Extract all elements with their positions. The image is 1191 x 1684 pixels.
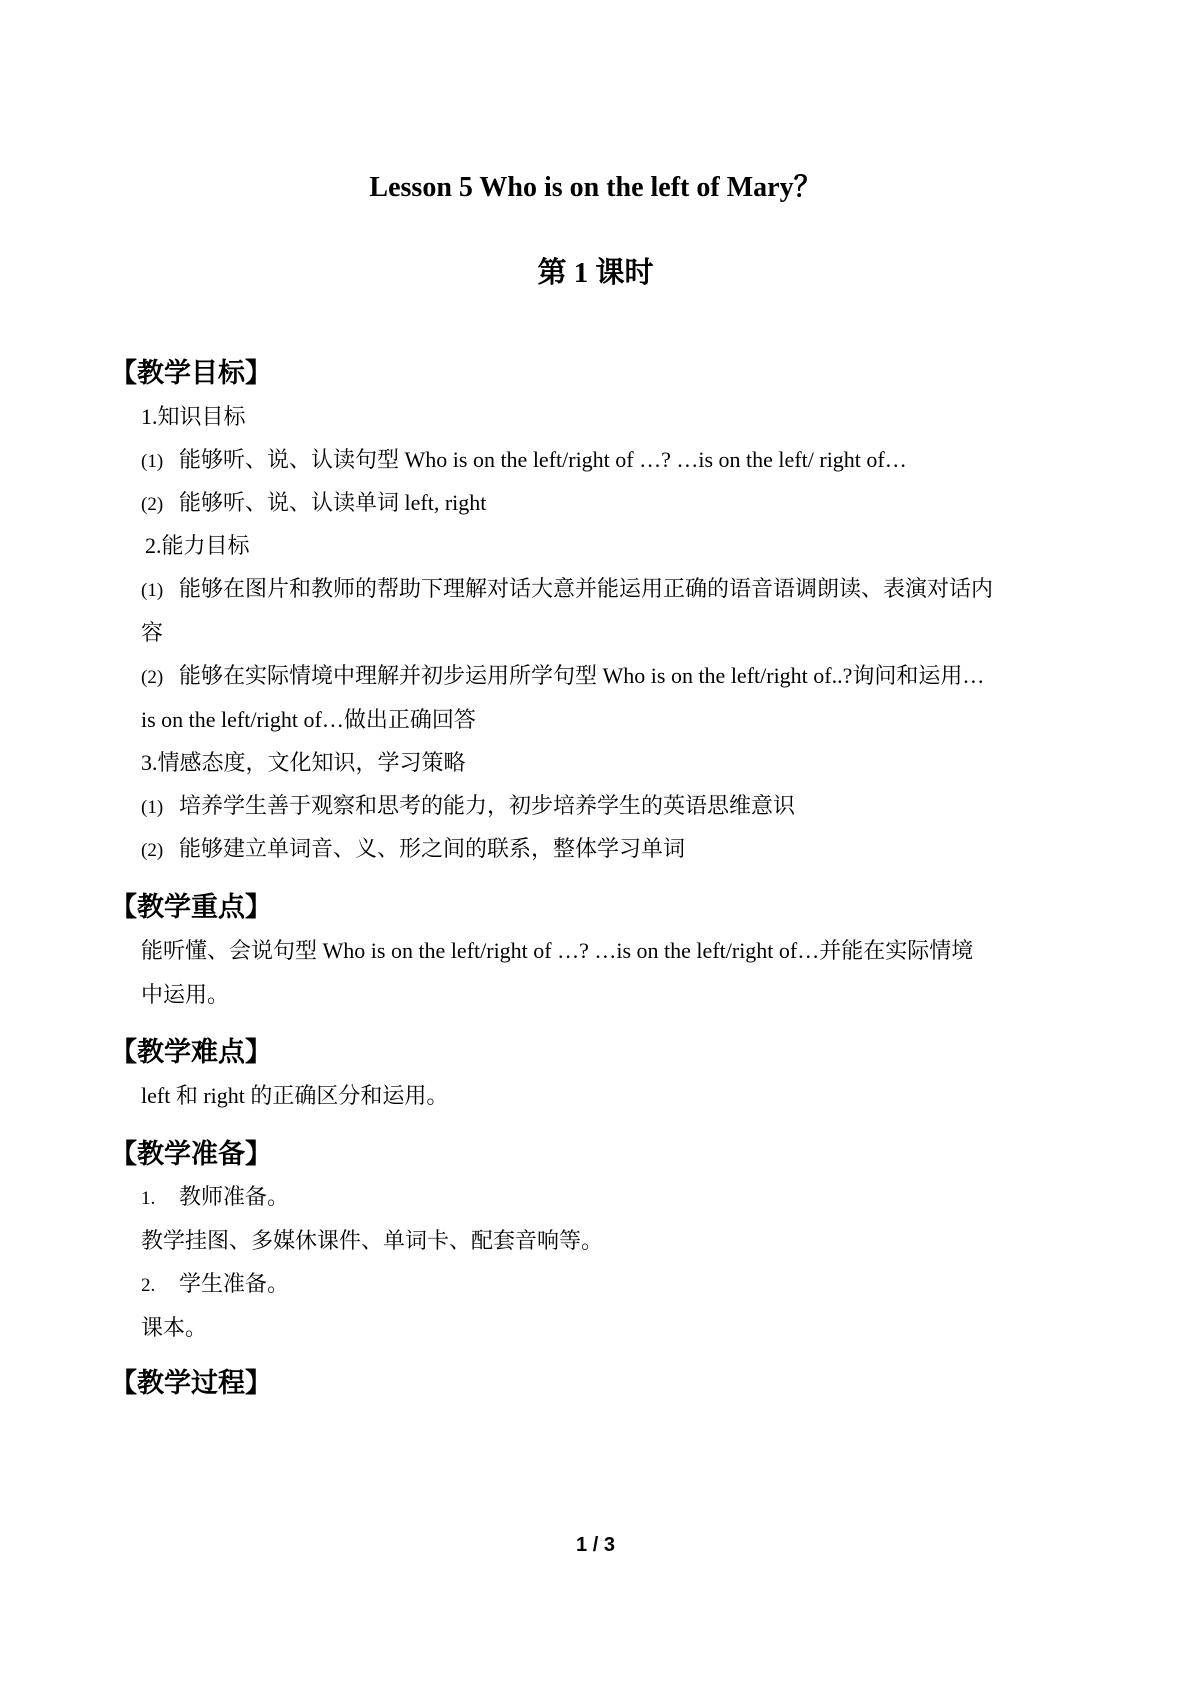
emotion-item-1 <box>141 791 795 823</box>
preparation-item-1-number: 1. <box>141 1188 156 1209</box>
knowledge-item-2-text: 能够听、说、认读单词 left, right <box>179 490 487 515</box>
ability-item-2-number: (2) <box>141 667 164 688</box>
key-points-line-2: 中运用。 <box>141 982 230 1007</box>
document-subtitle: 第 1 课时 <box>537 257 654 289</box>
ability-item-1 <box>141 574 993 606</box>
preparation-item-1-text: 教师准备。 <box>179 1184 290 1209</box>
emotion-item-2-number: (2) <box>141 840 164 861</box>
heading-key-points: 【教学重点】 <box>110 892 272 923</box>
emotion-goal-label: 3.情感态度，文化知识，学习策略 <box>141 750 466 775</box>
heading-process: 【教学过程】 <box>110 1368 272 1399</box>
ability-goal-label: 2.能力目标 <box>145 533 250 558</box>
preparation-item-2-number: 2. <box>141 1275 156 1296</box>
preparation-item-2-text: 学生准备。 <box>179 1271 290 1296</box>
heading-preparation: 【教学准备】 <box>110 1139 272 1170</box>
knowledge-item-1 <box>141 445 907 477</box>
knowledge-item-1-number: (1) <box>141 451 164 472</box>
heading-objectives: 【教学目标】 <box>110 358 272 389</box>
knowledge-item-1-text: 能够听、说、认读句型 Who is on the left/right of …? …is on the left/ right of… <box>179 447 907 472</box>
ability-item-2-text: 能够在实际情境中理解并初步运用所学句型 Who is on the left/right of..?询问和运用… <box>179 663 985 688</box>
document-title: Lesson 5 Who is on the left of Mary？ <box>369 172 822 203</box>
heading-difficulties: 【教学难点】 <box>110 1037 272 1068</box>
ability-item-2-continuation: is on the left/right of…做出正确回答 <box>141 707 476 732</box>
emotion-item-1-number: (1) <box>141 797 164 818</box>
emotion-item-2-text: 能够建立单词音、义、形之间的联系，整体学习单词 <box>179 836 686 861</box>
ability-item-2 <box>141 661 984 693</box>
page-number: 1 / 3 <box>576 1534 615 1556</box>
emotion-item-2 <box>141 834 685 866</box>
key-points-line-1: 能听懂、会说句型 Who is on the left/right of …? …is on the left/right of…并能在实际情境 <box>141 938 974 963</box>
knowledge-item-2-number: (2) <box>141 494 164 515</box>
preparation-item-1-detail: 教学挂图、多媒休课件、单词卡、配套音响等。 <box>141 1228 604 1253</box>
knowledge-goal-label: 1.知识目标 <box>141 404 246 429</box>
emotion-item-1-text: 培养学生善于观察和思考的能力，初步培养学生的英语思维意识 <box>179 793 796 818</box>
preparation-item-2 <box>141 1269 289 1301</box>
ability-item-1-continuation: 容 <box>141 620 164 645</box>
preparation-item-2-detail: 课本。 <box>141 1315 208 1340</box>
ability-item-1-text: 能够在图片和教师的帮助下理解对话大意并能运用正确的语音语调朗读、表演对话内 <box>179 576 994 601</box>
knowledge-item-2 <box>141 488 486 520</box>
ability-item-1-number: (1) <box>141 580 164 601</box>
preparation-item-1 <box>141 1182 289 1214</box>
difficulties-line-1: left 和 right 的正确区分和运用。 <box>141 1083 449 1108</box>
